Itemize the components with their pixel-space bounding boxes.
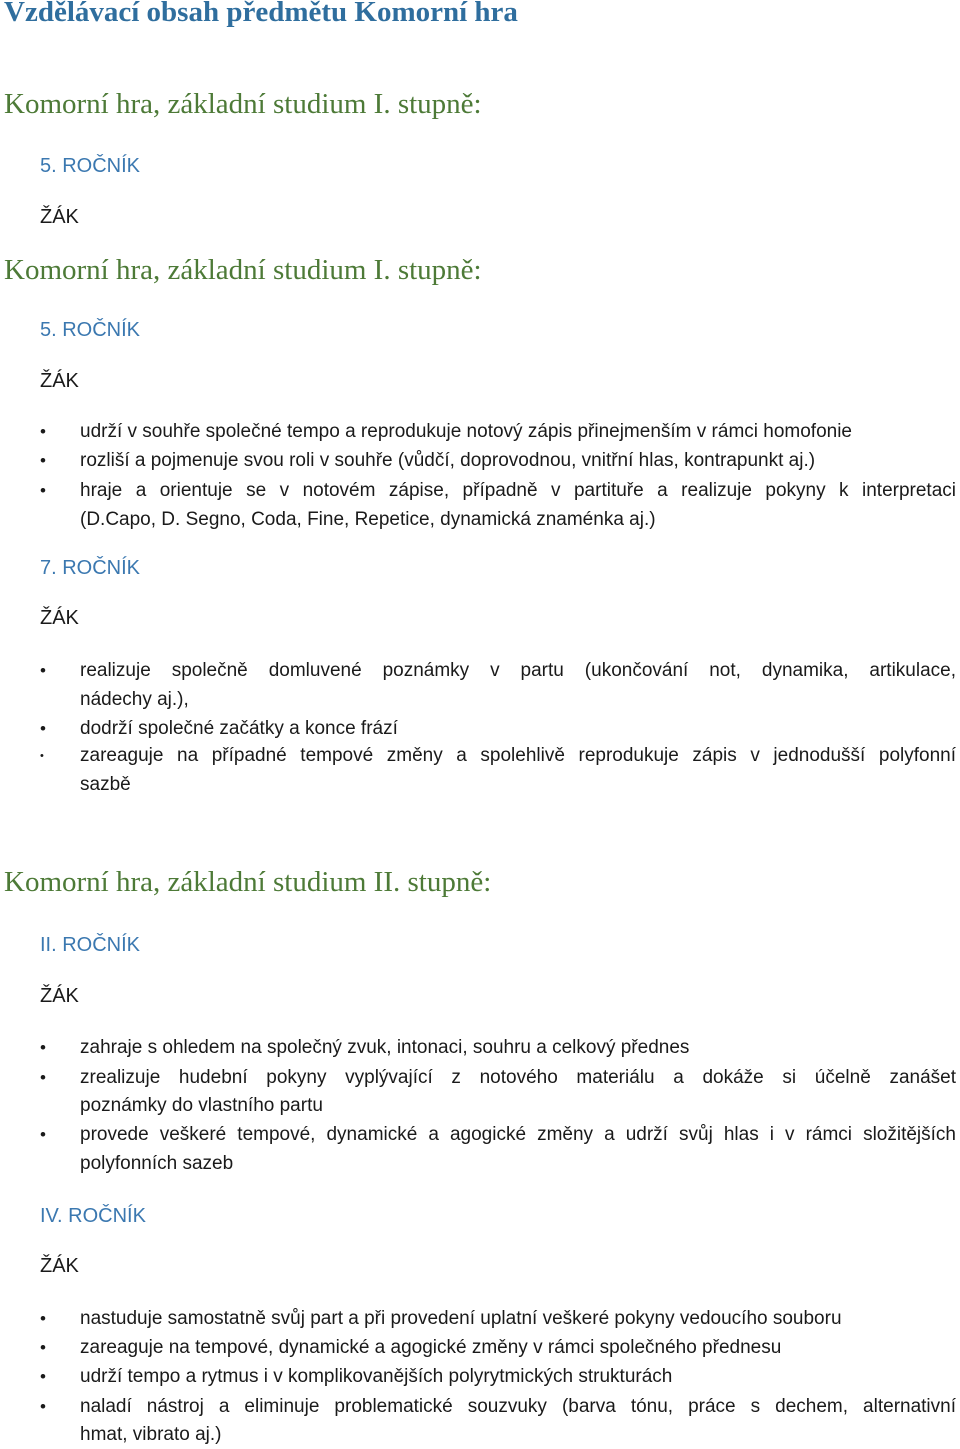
- list-item: dodrží společné začátky a konce frází: [80, 718, 398, 739]
- list-item-continuation: sazbě: [80, 774, 131, 795]
- bullet-icon: •: [40, 481, 46, 500]
- bullet-icon: •: [40, 1397, 46, 1416]
- pupil-label: ŽÁK: [40, 1255, 79, 1277]
- list-item: provede veškeré tempové, dynamické a agogické změny a udrží svůj hlas i v rámci složitějších: [80, 1124, 956, 1145]
- bullet-icon: •: [40, 422, 46, 441]
- bullet-icon: •: [40, 1068, 46, 1087]
- bullet-icon: •: [40, 1125, 46, 1144]
- pupil-label: ŽÁK: [40, 607, 79, 629]
- section-heading: Komorní hra, základní studium I. stupně:: [4, 254, 482, 286]
- bullet-icon: •: [40, 1367, 46, 1386]
- section-heading: Komorní hra, základní studium I. stupně:: [4, 88, 482, 120]
- bullet-icon: •: [40, 750, 44, 762]
- bullet-icon: •: [40, 719, 46, 738]
- section-heading: Komorní hra, základní studium II. stupně:: [4, 866, 492, 898]
- bullet-icon: •: [40, 1309, 46, 1328]
- list-item-continuation: (D.Capo, D. Segno, Coda, Fine, Repetice, dynamická znaménka aj.): [80, 509, 656, 530]
- list-item: zareaguje na případné tempové změny a spolehlivě reprodukuje zápis v jednodušší polyfonní: [80, 745, 956, 766]
- bullet-icon: •: [40, 1038, 46, 1057]
- list-item: udrží v souhře společné tempo a reprodukuje notový zápis přinejmenším v rámci homofonie: [80, 421, 852, 442]
- pupil-label: ŽÁK: [40, 206, 79, 228]
- grade-label: 5. ROČNÍK: [40, 155, 141, 177]
- list-item: zrealizuje hudební pokyny vyplývající z notového materiálu a dokáže si účelně zanášet: [80, 1067, 956, 1088]
- grade-label: 5. ROČNÍK: [40, 319, 141, 341]
- pupil-label: ŽÁK: [40, 370, 79, 392]
- list-item-continuation: hmat, vibrato aj.): [80, 1424, 222, 1445]
- list-item: zahraje s ohledem na společný zvuk, intonaci, souhru a celkový přednes: [80, 1037, 690, 1058]
- list-item: zareaguje na tempové, dynamické a agogické změny v rámci společného přednesu: [80, 1337, 782, 1358]
- list-item-continuation: poznámky do vlastního partu: [80, 1095, 323, 1116]
- list-item: naladí nástroj a eliminuje problematické souzvuky (barva tónu, práce s dechem, alternativní: [80, 1396, 956, 1417]
- list-item-continuation: nádechy aj.),: [80, 689, 189, 710]
- list-item: udrží tempo a rytmus i v komplikovanějších polyrytmických strukturách: [80, 1366, 673, 1387]
- grade-label: 7. ROČNÍK: [40, 557, 141, 579]
- pupil-label: ŽÁK: [40, 985, 79, 1007]
- list-item: realizuje společně domluvené poznámky v partu (ukončování not, dynamika, artikulace,: [80, 660, 956, 681]
- page-title: Vzdělávací obsah předmětu Komorní hra: [4, 0, 518, 28]
- list-item: hraje a orientuje se v notovém zápise, případně v partituře a realizuje pokyny k interpretaci: [80, 480, 956, 501]
- bullet-icon: •: [40, 451, 46, 470]
- grade-label: II. ROČNÍK: [40, 934, 141, 956]
- grade-label: IV. ROČNÍK: [40, 1205, 146, 1227]
- list-item-continuation: polyfonních sazeb: [80, 1153, 234, 1174]
- bullet-icon: •: [40, 661, 46, 680]
- list-item: nastuduje samostatně svůj part a při provedení uplatní veškeré pokyny vedoucího souboru: [80, 1308, 842, 1329]
- list-item: rozliší a pojmenuje svou roli v souhře (vůdčí, doprovodnou, vnitřní hlas, kontrapunkt aj.): [80, 450, 816, 471]
- bullet-icon: •: [40, 1338, 46, 1357]
